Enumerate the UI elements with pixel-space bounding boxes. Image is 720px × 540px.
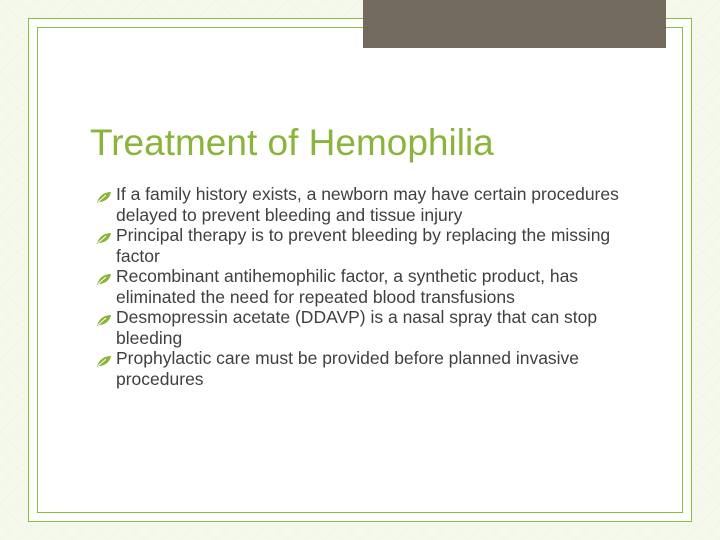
leaf-bullet-icon — [96, 352, 112, 365]
bullet-item — [96, 266, 626, 307]
bullet-item — [96, 225, 626, 266]
leaf-bullet-icon — [96, 270, 112, 283]
bullet-list — [96, 184, 626, 389]
slide-title: Treatment of Hemophilia — [90, 122, 494, 163]
bullet-item — [96, 348, 626, 389]
bullet-text: Recombinant antihemophilic factor, a synthetic product, has eliminated the need for repeated blood transfusions — [116, 266, 579, 307]
leaf-bullet-icon — [96, 229, 112, 242]
bullet-item — [96, 307, 626, 348]
top-decorative-block — [363, 0, 666, 48]
bullet-text: Prophylactic care must be provided before planned invasive procedures — [116, 348, 580, 389]
bullet-text: If a family history exists, a newborn may have certain procedures delayed to prevent bleeding and tissue injury — [116, 184, 619, 225]
bullet-text: Desmopressin acetate (DDAVP) is a nasal spray that can stop bleeding — [116, 307, 598, 348]
bullet-text: Principal therapy is to prevent bleeding by replacing the missing factor — [116, 225, 611, 266]
bullet-item — [96, 184, 626, 225]
leaf-bullet-icon — [96, 188, 112, 201]
leaf-bullet-icon — [96, 311, 112, 324]
